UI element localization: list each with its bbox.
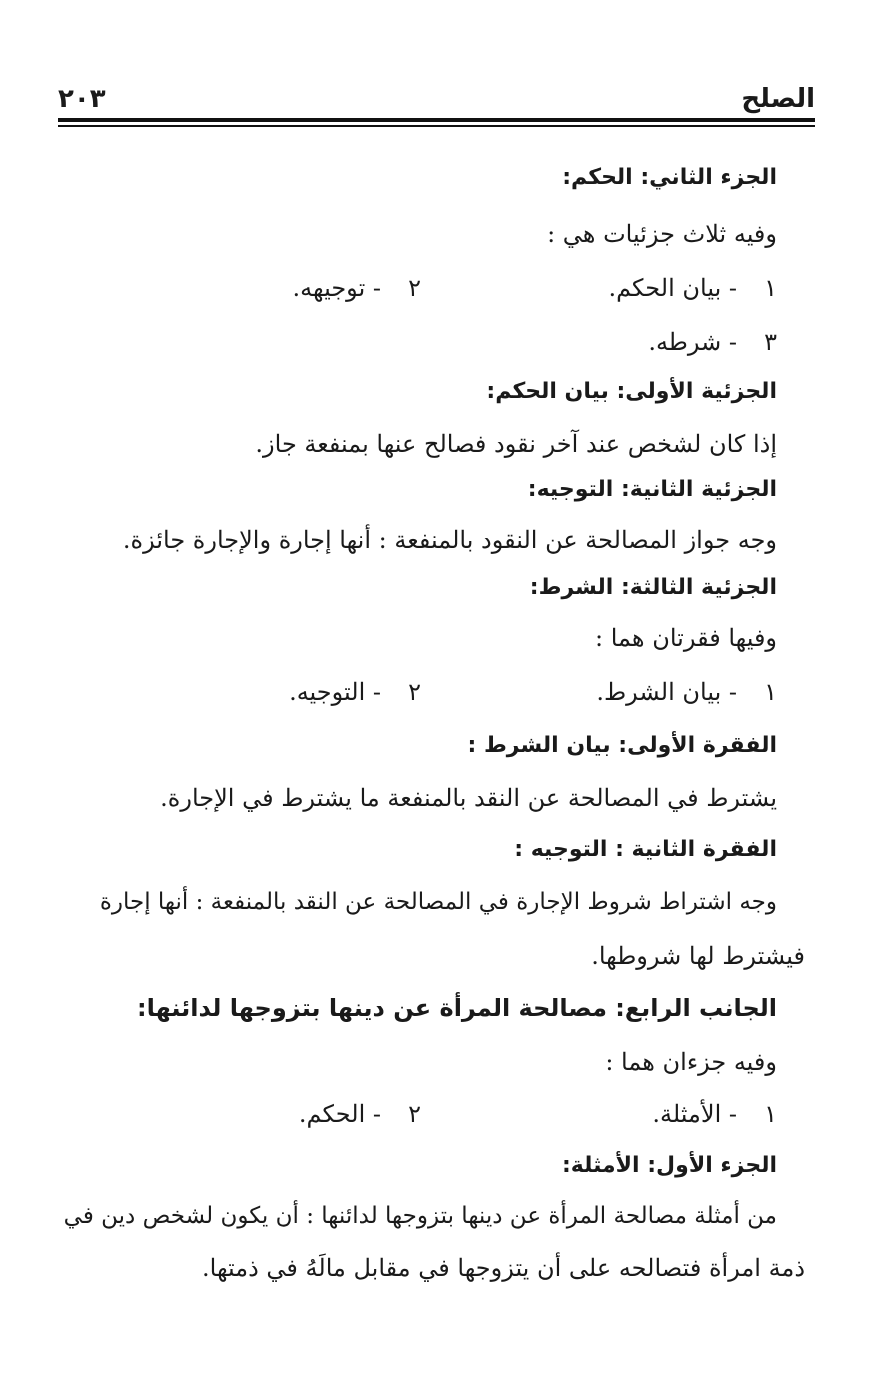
paragraph-line: ذمة امرأة فتصالحه على أن يتزوجها في مقابل مالَهُ في ذمتها. [202, 1254, 805, 1282]
chapter-title: الصلح [741, 84, 815, 114]
paragraph-line: وفيه ثلاث جزئيات هي : [547, 220, 777, 248]
list-item [289, 672, 421, 712]
paragraph-line: وفيها فقرتان هما : [595, 624, 777, 652]
list-text: - بيان الحكم. [608, 274, 737, 302]
heading-fourth-aspect: الجانب الرابع: مصالحة المرأة عن دينها بتزوجها لدائنها: [136, 994, 777, 1022]
list-number: ١ [764, 1100, 777, 1128]
paragraph-line: إذا كان لشخص عند آخر نقود فصالح عنها بمنفعة جاز. [255, 430, 777, 458]
paragraph-line: يشترط في المصالحة عن النقد بالمنفعة ما يشترط في الإجارة. [160, 784, 777, 812]
heading-paragraph-one: الفقرة الأولى: بيان الشرط : [467, 733, 777, 758]
page-number: ٢٠٣ [58, 84, 106, 114]
header-rule-thin [58, 125, 815, 127]
list-number: ٢ [408, 274, 421, 302]
paragraph-line: فيشترط لها شروطها. [591, 942, 805, 970]
list-text: - الأمثلة. [652, 1100, 737, 1128]
list-text: - الحكم. [298, 1100, 381, 1128]
list-number: ٢ [408, 1100, 421, 1128]
list-text: - توجيهه. [292, 274, 381, 302]
list-number: ٣ [764, 328, 777, 356]
heading-part-one-examples: الجزء الأول: الأمثلة: [561, 1153, 777, 1178]
heading-sub-one: الجزئية الأولى: بيان الحكم: [486, 379, 777, 404]
heading-sub-three: الجزئية الثالثة: الشرط: [529, 575, 777, 600]
list-item [648, 322, 777, 362]
heading-sub-two: الجزئية الثانية: التوجيه: [527, 477, 777, 502]
list-item [299, 1094, 421, 1134]
heading-part-two: الجزء الثاني: الحكم: [562, 165, 777, 190]
paragraph-line: من أمثلة مصالحة المرأة عن دينها بتزوجها لدائنها : أن يكون لشخص دين في [63, 1203, 777, 1229]
list-number: ٢ [408, 678, 421, 706]
heading-paragraph-two: الفقرة الثانية : التوجيه : [514, 837, 777, 862]
list-text: - شرطه. [648, 328, 737, 356]
paragraph-line: وفيه جزءان هما : [605, 1048, 777, 1076]
list-text: - التوجيه. [289, 678, 381, 706]
paragraph-line: وجه اشتراط شروط الإجارة في المصالحة عن النقد بالمنفعة : أنها إجارة [99, 889, 777, 915]
list-text: - بيان الشرط. [596, 678, 737, 706]
list-number: ١ [764, 678, 777, 706]
list-item [293, 268, 421, 308]
header-rule-thick [58, 118, 815, 122]
list-number: ١ [764, 274, 777, 302]
list-item [608, 268, 777, 308]
list-item [652, 1094, 777, 1134]
list-item [596, 672, 777, 712]
paragraph-line: وجه جواز المصالحة عن النقود بالمنفعة : أنها إجارة والإجارة جائزة. [122, 526, 777, 554]
